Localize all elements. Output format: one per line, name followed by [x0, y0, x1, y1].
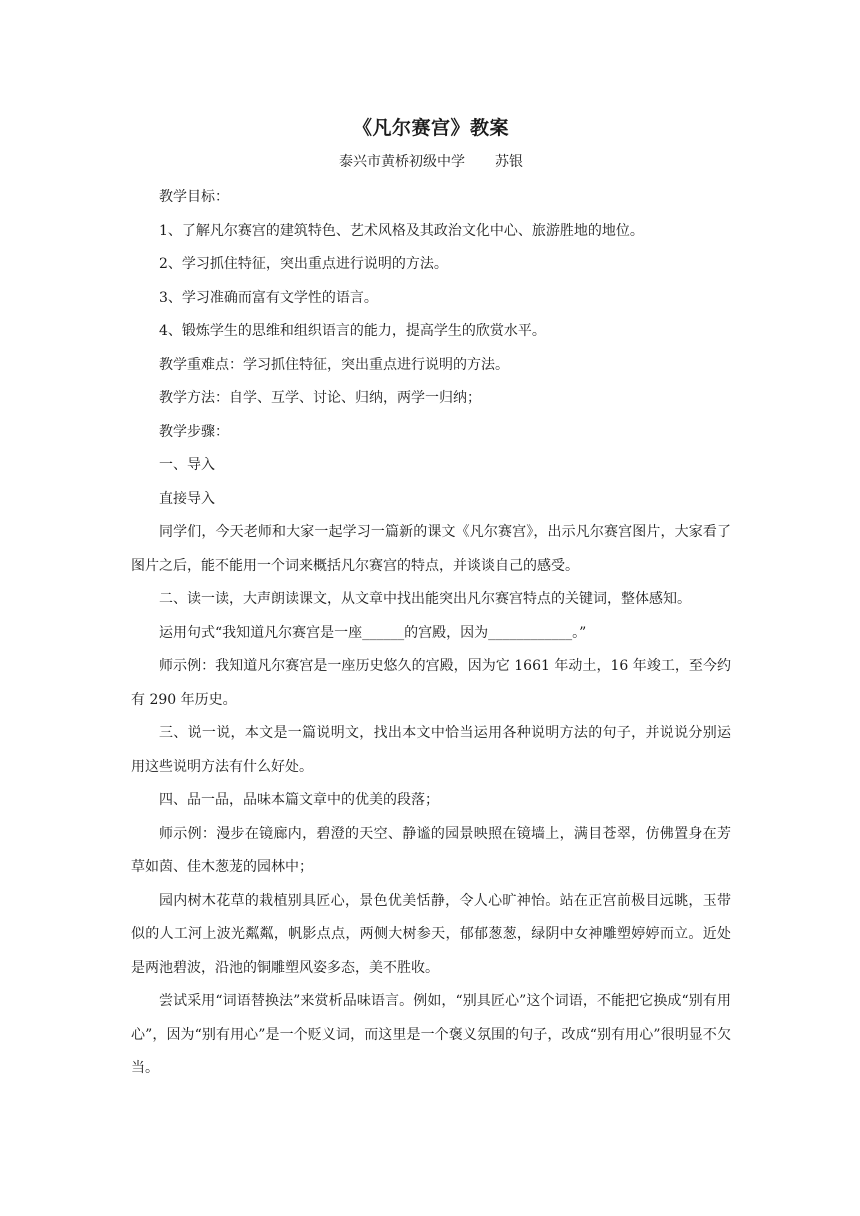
paragraph-sentence-pattern: 运用句式“我知道凡尔赛宫是一座______的宫殿，因为____________。” [159, 624, 587, 641]
paragraph-steps-heading: 教学步骤： [159, 423, 229, 440]
paragraph-direct-intro: 直接导入 [159, 490, 215, 507]
paragraph-key-points: 教学重难点：学习抓住特征，突出重点进行说明的方法。 [159, 356, 509, 373]
paragraph-step-1-heading: 一、导入 [159, 457, 215, 473]
author-line [131, 151, 731, 173]
document-title: 《凡尔赛宫》教案 [352, 117, 509, 139]
teacher-name: 苏银 [495, 154, 523, 170]
paragraph-objective-3: 3、学习准确而富有文学性的语言。 [159, 289, 378, 306]
paragraph-teacher-example-1: 师示例：我知道凡尔赛宫是一座历史悠久的宫殿，因为它 1661 年动土，16 年竣工，至今约有 290 年历史。 [131, 658, 731, 708]
paragraph-teacher-example-2: 师示例：漫步在镜廊内，碧澄的天空、静谧的园景映照在镜墙上，满目苍翠，仿佛置身在芳草如茵、佳木葱茏的园林中； [131, 825, 731, 875]
paragraph-step-2: 二、读一读，大声朗读课文，从文章中找出能突出凡尔赛宫特点的关键词，整体感知。 [159, 591, 691, 607]
paragraph-objective-1: 1、了解凡尔赛宫的建筑特色、艺术风格及其政治文化中心、旅游胜地的地位。 [159, 222, 644, 239]
paragraph-teaching-methods: 教学方法：自学、互学、讨论、归纳，两学一归纳； [159, 390, 481, 406]
document-page [131, 112, 731, 1086]
paragraph-step-4: 四、品一品，品味本篇文章中的优美的段落； [159, 792, 439, 808]
paragraph-objectives-heading: 教学目标： [159, 189, 229, 205]
paragraph-step-3: 三、说一说，本文是一篇说明文，找出本文中恰当运用各种说明方法的句子，并说说分别运用这些说明方法有什么好处。 [131, 725, 731, 775]
paragraph-word-replacement: 尝试采用“词语替换法”来赏析品味语言。例如，“别具匠心”这个词语，不能把它换成“别有用心”，因为“别有用心”是一个贬义词，而这里是一个褒义氛围的句子，改成“别有用心”很明显不欠当。 [131, 993, 731, 1076]
paragraph-objective-2: 2、学习抓住特征，突出重点进行说明的方法。 [159, 256, 448, 272]
paragraph-objective-4: 4、锻炼学生的思维和组织语言的能力，提高学生的欣赏水平。 [159, 323, 546, 339]
paragraph-garden-description: 园内树木花草的栽植别具匠心，景色优美恬静，令人心旷神怡。站在正宫前极目远眺，玉带似的人工河上波光粼粼，帆影点点，两侧大树参天，郁郁葱葱，绿阴中女神雕塑婷婷而立。近处是两池碧波，沿池的铜雕塑风姿多态，美不胜收。 [131, 892, 731, 976]
paragraph-intro-text: 同学们，今天老师和大家一起学习一篇新的课文《凡尔赛宫》，出示凡尔赛宫图片，大家看了图片之后，能不能用一个词来概括凡尔赛宫的特点，并谈谈自己的感受。 [131, 524, 731, 574]
school-name: 泰兴市黄桥初级中学 [339, 154, 465, 170]
